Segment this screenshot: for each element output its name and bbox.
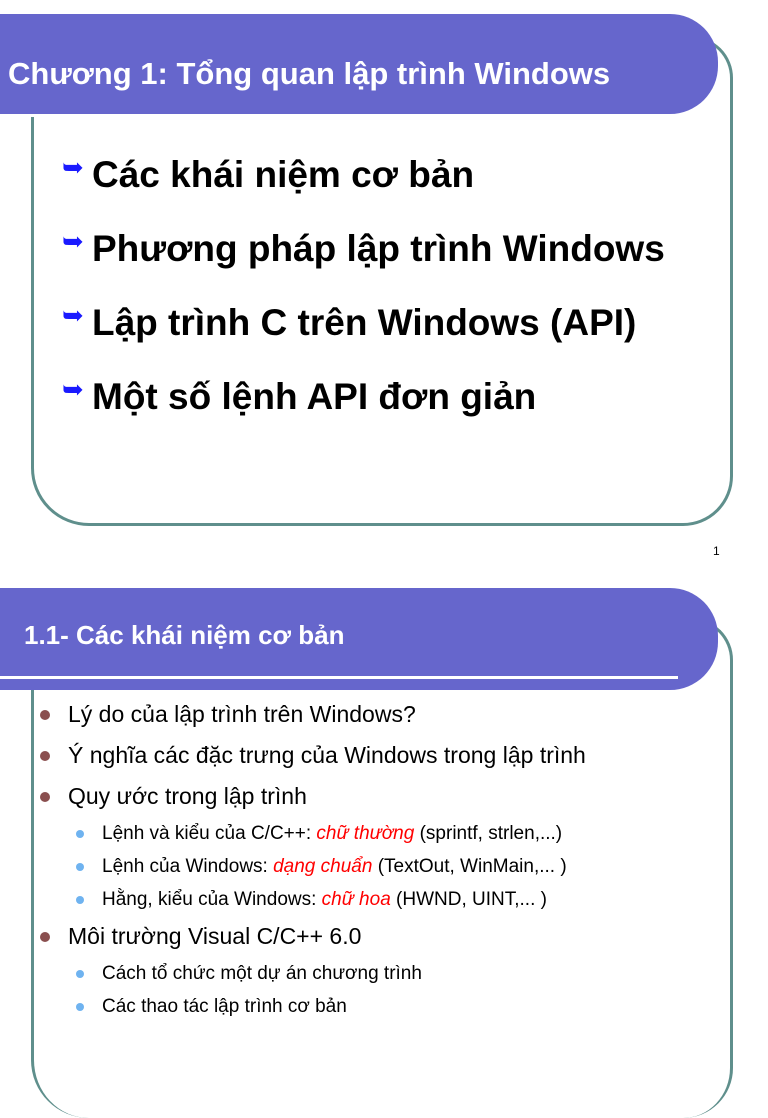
- sub-bullet-text: Hằng, kiểu của Windows: chữ hoa (HWND, UINT,... ): [102, 888, 547, 910]
- list-item: [40, 916, 586, 957]
- slide-1-bullet-list: [62, 152, 665, 448]
- list-item: [62, 374, 665, 448]
- sub-list-item: [40, 817, 586, 850]
- bullet-text: Môi trường Visual C/C++ 6.0: [68, 923, 362, 949]
- bullet-text: Các khái niệm cơ bản: [92, 154, 475, 195]
- bullet-text: Lập trình C trên Windows (API): [92, 302, 637, 343]
- sub-bullet-dot-icon: [76, 1003, 84, 1011]
- title-underline: [0, 114, 680, 117]
- arrow-bullet-icon: ➥: [62, 374, 84, 404]
- slide-1-title: Chương 1: Tổng quan lập trình Windows: [8, 56, 611, 91]
- sub-bullet-dot-icon: [76, 830, 84, 838]
- list-item: [40, 735, 586, 776]
- list-item: [40, 776, 586, 817]
- bullet-text: Ý nghĩa các đặc trưng của Windows trong lập trình: [68, 742, 586, 768]
- arrow-bullet-icon: ➥: [62, 300, 84, 330]
- bullet-dot-icon: [40, 751, 50, 761]
- title-underline: [0, 676, 678, 679]
- sub-bullet-dot-icon: [76, 863, 84, 871]
- slide-2: [0, 588, 768, 1024]
- bullet-dot-icon: [40, 792, 50, 802]
- slide-2-title-banner: [0, 588, 718, 690]
- slide-1-title-banner: [0, 14, 718, 114]
- arrow-bullet-icon: ➥: [62, 152, 84, 182]
- arrow-bullet-icon: ➥: [62, 226, 84, 256]
- list-item: [62, 300, 665, 374]
- bullet-dot-icon: [40, 710, 50, 720]
- bullet-dot-icon: [40, 932, 50, 942]
- sub-bullet-text: Lệnh của Windows: dạng chuẩn (TextOut, WinMain,... ): [102, 855, 567, 877]
- bullet-text: Quy ước trong lập trình: [68, 783, 307, 809]
- sub-bullet-dot-icon: [76, 970, 84, 978]
- sub-list-item: [40, 883, 586, 916]
- list-item: [62, 152, 665, 226]
- sub-bullet-dot-icon: [76, 896, 84, 904]
- page-number: 1: [713, 544, 720, 558]
- slide-2-title: 1.1- Các khái niệm cơ bản: [24, 620, 345, 650]
- sub-list-item: [40, 850, 586, 883]
- sub-bullet-text: Cách tổ chức một dự án chương trình: [102, 962, 422, 984]
- slide-2-bullet-list: [40, 694, 586, 1023]
- bullet-text: Phương pháp lập trình Windows: [92, 228, 665, 269]
- sub-bullet-text: Các thao tác lập trình cơ bản: [102, 995, 347, 1017]
- bullet-text: Một số lệnh API đơn giản: [92, 376, 537, 417]
- sub-list-item: [40, 990, 586, 1023]
- list-item: [40, 694, 586, 735]
- sub-bullet-text: Lệnh và kiểu của C/C++: chữ thường (sprintf, strlen,...): [102, 822, 563, 844]
- bullet-text: Lý do của lập trình trên Windows?: [68, 701, 416, 727]
- sub-list-item: [40, 957, 586, 990]
- list-item: [62, 226, 665, 300]
